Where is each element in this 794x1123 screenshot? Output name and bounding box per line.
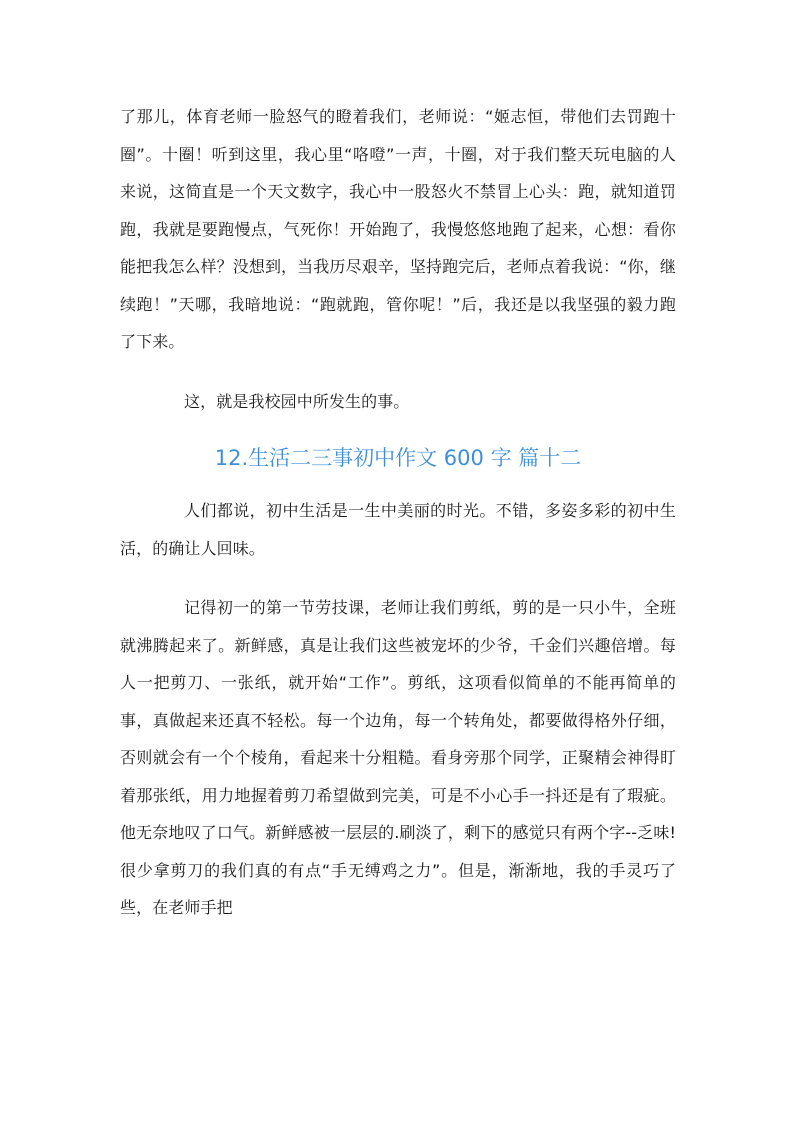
paragraph-paper-cutting: 记得初一的第一节劳技课，老师让我们剪纸，剪的是一只小牛，全班就沸腾起来了。新鲜感，真是让我们这些被宠坏的少爷，千金们兴趣倍增。每人一把剪刀、一张纸，就开始“工作”。剪纸，这项看似简单的不能再简单的事，真做起来还真不轻松。每一个边角，每一个转角处，都要做得格外仔细，否则就会有一个个棱角，看起来十分粗糙。看身旁那个同学，正聚精会神得盯着那张纸，用力地握着剪刀希望做到完美，可是不小心手一抖还是有了瑕疵。他无奈地叹了口气。新鲜感被一层层的.刷淡了，剩下的感觉只有两个字--乏味!很少拿剪刀的我们真的有点“手无缚鸡之力”。但是，渐渐地，我的手灵巧了些，在老师手把	[120, 598, 676, 917]
document-page	[120, 98, 676, 927]
paragraph-intro: 人们都说，初中生活是一生中美丽的时光。不错，多姿多彩的初中生活，的确让人回味。	[120, 501, 676, 558]
paragraph-punishment-run: 了那儿，体育老师一脸怒气的瞪着我们，老师说：“姬志恒，带他们去罚跑十圈”。十圈！听到这里，我心里“咯噔”一声，十圈，对于我们整天玩电脑的人来说，这简直是一个天文数字，我心中一股怒火不禁冒上心头：跑，就知道罚跑，我就是要跑慢点，气死你！开始跑了，我慢悠悠地跑了起来，心想：看你能把我怎么样？没想到，当我历尽艰辛，坚持跑完后，老师点着我说：“你，继续跑！”天哪，我暗地说：“跑就跑，管你呢！”后，我还是以我坚强的毅力跑了下来。	[120, 107, 676, 351]
section-heading: 12.生活二三事初中作文 600 字 篇十二	[214, 446, 582, 470]
paragraph-conclusion: 这，就是我校园中所发生的事。	[184, 391, 410, 411]
